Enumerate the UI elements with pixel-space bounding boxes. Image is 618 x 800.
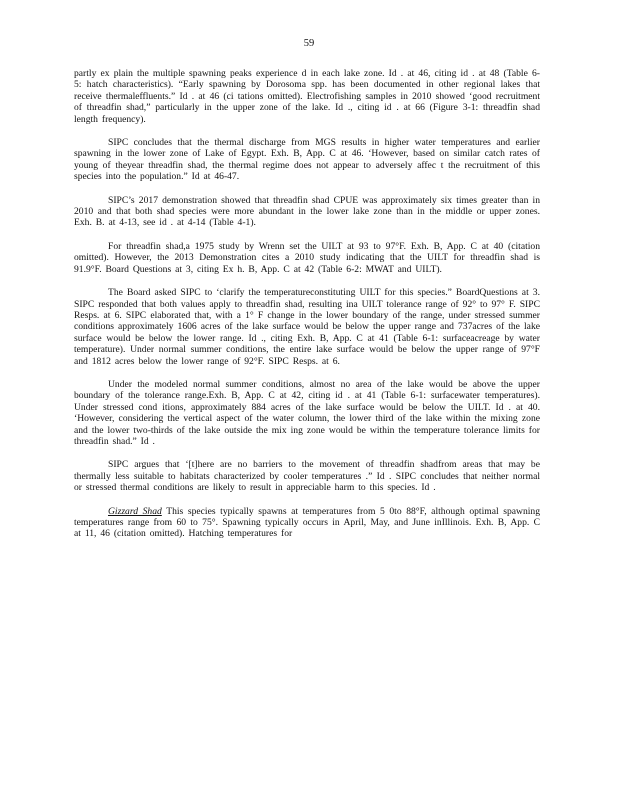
paragraph-1: partly ex plain the multiple spawning peaks experience d in each lake zone. Id . at 46, citing id . at 48 (Table 6-5: hatch characteristics). “Early spawning by Dorosoma spp. has been documented in other regional lakes that receive thermaleffluents.” Id . at 46 (ci tations omitted). Electrofishing samples in 2010 showed ‘good recruitment of threadfin shad,” particularly in the upper zone of the lake. Id ., citing id . at 66 (Figure 3-1: threadfin shad length frequency). bbox=[74, 68, 540, 125]
paragraph-8-text: This species typically spawns at temperatures from 5 0to 88°F, although optimal spawning temperatures range from 60 to 75°. Spawning typically occurs in April, May, and June inIllinois. Exh. B, App. C at 11, 46 (citation omitted). Hatching temperatures for bbox=[74, 505, 540, 540]
paragraph-3: SIPC’s 2017 demonstration showed that threadfin shad CPUE was approximately six times greater than in 2010 and that both shad species were more abundant in the lower lake zone than in the middle or upper zones. Exh. B. at 4-13, see id . at 4-14 (Table 4-1). bbox=[74, 194, 540, 229]
paragraph-2: SIPC concludes that the thermal discharge from MGS results in higher water temperatures and earlier spawning in the lower zone of Lake of Egypt. Exh. B, App. C at 46. ‘However, based on similar catch rates of young of theyear threadfin shad, the thermal regime does not appear to adversely affec t the recruitment of this species into the population.” Id at 46-47. bbox=[74, 137, 540, 183]
page-number: 59 bbox=[303, 38, 315, 49]
paragraph-8 bbox=[74, 506, 540, 540]
section-heading-gizzard-shad: Gizzard Shad bbox=[108, 505, 162, 517]
paragraph-7: SIPC argues that ‘[t]here are no barriers to the movement of threadfin shadfrom areas that may be thermally less suitable to habitats characterized by cooler temperatures .” Id . SIPC concludes that neither normal or stressed thermal conditions are likely to result in appreciable harm to this species. Id . bbox=[74, 459, 540, 494]
document-body bbox=[74, 68, 540, 550]
paragraph-6: Under the modeled normal summer conditions, almost no area of the lake would be above the upper boundary of the tolerance range.Exh. B, App. C at 42, citing id . at 41 (Table 6-1: surfacewater temperatures). Under stressed cond itions, approximately 884 acres of the lake surface would be below the UILT. Id . at 40. ‘However, considering the vertical aspect of the water column, the lower third of the lake within the mixing zone and the lower two-thirds of the lake outside the mix ing zone would be within the temperature tolerance limits for threadfin shad.” Id . bbox=[74, 378, 540, 447]
paragraph-4: For threadfin shad,a 1975 study by Wrenn set the UILT at 93 to 97°F. Exh. B, App. C at 40 (citation omitted). However, the 2013 Demonstration cites a 2010 study indicating that the UILT for threadfin shad is 91.9°F. Board Questions at 3, citing Ex h. B, App. C at 42 (Table 6-2: MWAT and UILT). bbox=[74, 240, 540, 275]
paragraph-5: The Board asked SIPC to ‘clarify the temperatureconstituting UILT for this species.” BoardQuestions at 3. SIPC responded that both values apply to threadfin shad, resulting ina UILT tolerance range of 92° to 97° F. SIPC Resps. at 6. SIPC elaborated that, with a 1° F change in the lower boundary of the range, under stressed summer conditions approximately 1606 acres of the lake surface would be below the upper range and 737acres of the lake surface would be below the lower range. Id ., citing Exh. B, App. C at 41 (Table 6-1: surfaceacreage by water temperature). Under normal summer conditions, the entire lake surface would be below the upper range of 97°F and 1812 acres below the lower range of 92°F. SIPC Resps. at 6. bbox=[74, 287, 540, 367]
